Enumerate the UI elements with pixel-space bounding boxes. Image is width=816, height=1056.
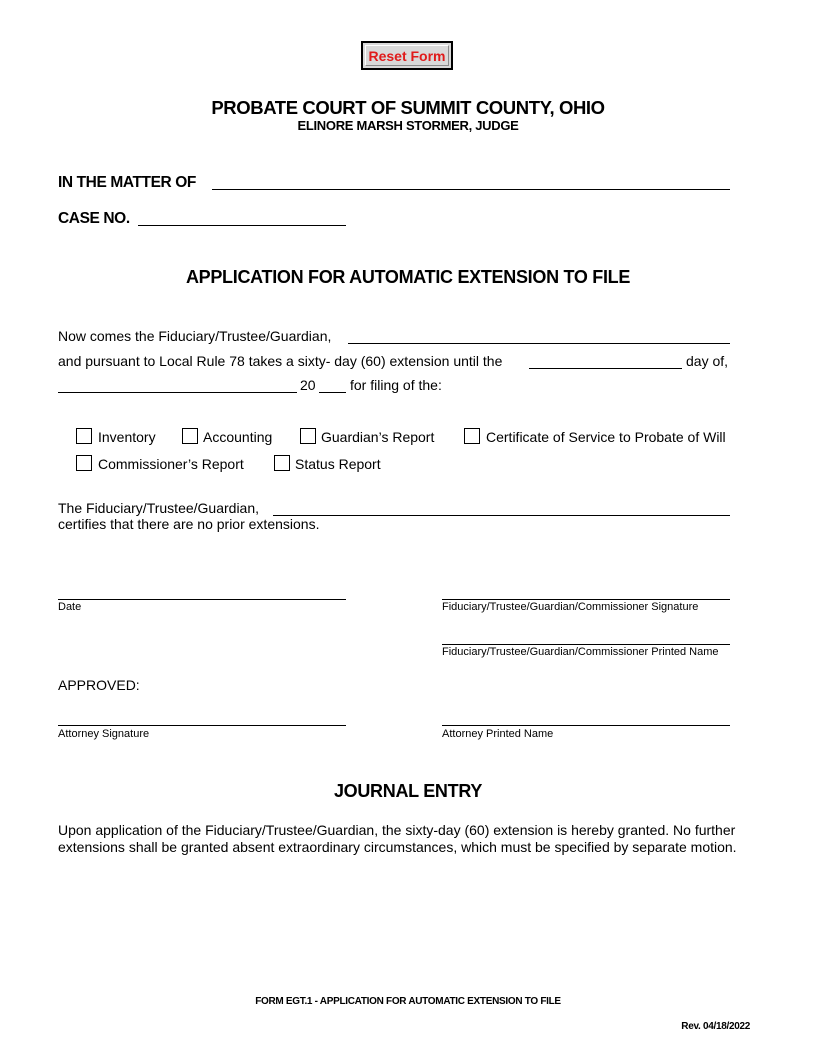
fiduciary-printed-name-label: Fiduciary/Trustee/Guardian/Commissioner Printed Name <box>442 646 719 658</box>
journal-entry-line2: extensions shall be granted absent extraordinary circumstances, which must be specified by separate motion. <box>58 839 737 855</box>
application-line1-text: Now comes the Fiduciary/Trustee/Guardian, <box>58 328 332 344</box>
certification-name-field[interactable] <box>273 515 730 516</box>
year-prefix: 20 <box>300 377 316 393</box>
certificate-checkbox[interactable] <box>464 428 480 444</box>
footer-form-title: FORM EGT.1 - APPLICATION FOR AUTOMATIC EXTENSION TO FILE <box>255 996 561 1007</box>
commissioners-report-checkbox[interactable] <box>76 455 92 471</box>
application-line2-text: and pursuant to Local Rule 78 takes a sixty- day (60) extension until the <box>58 353 503 369</box>
attorney-signature-field[interactable] <box>58 725 346 726</box>
case-no-label: CASE NO. <box>58 210 130 227</box>
attorney-printed-name-field[interactable] <box>442 725 730 726</box>
footer-revision: Rev. 04/18/2022 <box>681 1021 750 1032</box>
status-report-checkbox[interactable] <box>274 455 290 471</box>
inventory-label: Inventory <box>98 429 156 445</box>
day-field[interactable] <box>529 368 682 369</box>
status-report-label: Status Report <box>295 456 381 472</box>
attorney-signature-label: Attorney Signature <box>58 728 150 740</box>
filing-of-text: for filing of the: <box>350 377 442 393</box>
date-field[interactable] <box>58 599 346 600</box>
matter-label: IN THE MATTER OF <box>58 174 196 191</box>
fiduciary-signature-label: Fiduciary/Trustee/Guardian/Commissioner Signature <box>442 601 699 613</box>
matter-field[interactable] <box>212 189 730 190</box>
certificate-label: Certificate of Service to Probate of Will <box>486 429 726 445</box>
reset-form-label: Reset Form <box>365 45 449 66</box>
accounting-checkbox[interactable] <box>182 428 198 444</box>
journal-entry-line1: Upon application of the Fiduciary/Trustee/Guardian, the sixty-day (60) extension is hereby granted. No further <box>58 822 736 838</box>
certification-line2: certifies that there are no prior extensions. <box>58 516 320 532</box>
fiduciary-name-field[interactable] <box>348 343 730 344</box>
certification-text: The Fiduciary/Trustee/Guardian, <box>58 500 260 516</box>
approved-label: APPROVED: <box>58 677 140 693</box>
fiduciary-signature-field[interactable] <box>442 599 730 600</box>
judge-name: ELINORE MARSH STORMER, JUDGE <box>297 118 519 133</box>
commissioners-report-label: Commissioner’s Report <box>98 456 244 472</box>
accounting-label: Accounting <box>203 429 273 445</box>
date-label: Date <box>58 601 82 613</box>
journal-entry-heading: JOURNAL ENTRY <box>333 781 483 801</box>
year-field[interactable] <box>319 392 346 393</box>
attorney-printed-name-label: Attorney Printed Name <box>442 728 554 740</box>
guardians-report-checkbox[interactable] <box>300 428 316 444</box>
case-no-field[interactable] <box>138 225 346 226</box>
form-title: APPLICATION FOR AUTOMATIC EXTENSION TO FILE <box>185 267 631 287</box>
month-field[interactable] <box>58 392 297 393</box>
day-of-text: day of, <box>686 353 729 369</box>
inventory-checkbox[interactable] <box>76 428 92 444</box>
court-name: PROBATE COURT OF SUMMIT COUNTY, OHIO <box>211 97 605 118</box>
guardians-report-label: Guardian’s Report <box>321 429 435 445</box>
fiduciary-printed-name-field[interactable] <box>442 644 730 645</box>
reset-form-button[interactable] <box>361 41 453 70</box>
